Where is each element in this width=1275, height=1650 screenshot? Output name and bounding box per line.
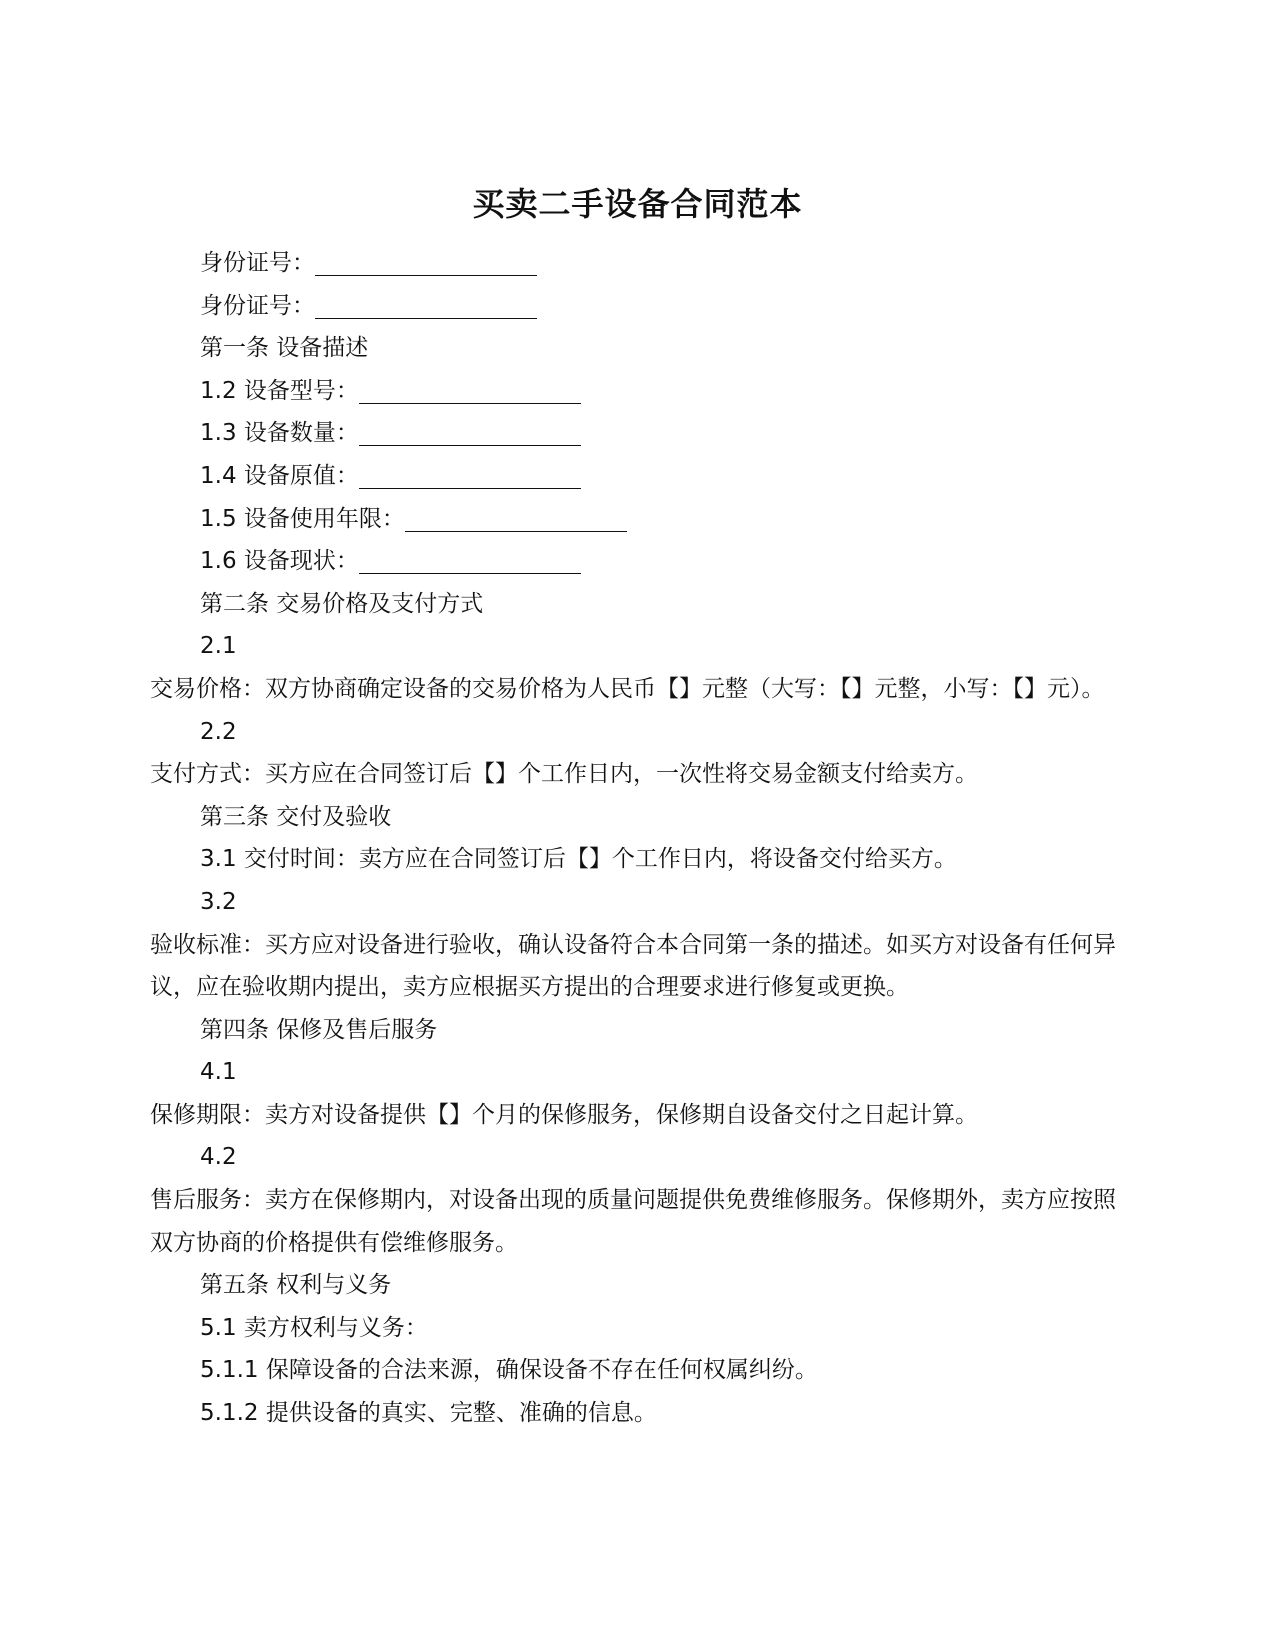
id-number-label: 身份证号： [200,292,315,319]
article-3-heading: 第三条 交付及验收 [200,803,392,830]
fill-in-blank[interactable] [405,505,627,532]
item-1-4-label: 1.4 设备原值： [200,462,359,489]
article-2-heading: 第二条 交易价格及支付方式 [200,590,484,617]
fill-in-blank[interactable] [315,249,537,276]
item-1-2-line [150,370,1130,413]
item-2-1-text: 交易价格：双方协商确定设备的交易价格为人民币【】元整（大写：【】元整，小写：【】元）。 [150,675,1105,702]
item-3-2-number: 3.2 [200,888,237,915]
item-1-6-line [150,540,1130,583]
fill-in-blank[interactable] [359,547,581,574]
fill-in-blank[interactable] [359,462,581,489]
fill-in-blank[interactable] [315,292,537,319]
item-4-1-text: 保修期限：卖方对设备提供【】个月的保修服务，保修期自设备交付之日起计算。 [150,1101,978,1128]
id-number-line-2 [150,285,1130,328]
document-title: 买卖二手设备合同范本 [472,185,803,223]
item-1-4-line [150,455,1130,498]
item-1-3-line [150,412,1130,455]
fill-in-blank[interactable] [359,419,581,446]
item-1-6-label: 1.6 设备现状： [200,548,359,575]
item-2-2-text: 支付方式：买方应在合同签订后【】个工作日内，一次性将交易金额支付给卖方。 [150,761,978,788]
item-3-1: 3.1 交付时间：卖方应在合同签订后【】个工作日内，将设备交付给买方。 [200,846,957,873]
article-4-heading: 第四条 保修及售后服务 [200,1016,438,1043]
item-1-5-label: 1.5 设备使用年限： [200,505,405,532]
item-1-3-label: 1.3 设备数量： [200,420,359,447]
item-5-1-1: 5.1.1 保障设备的合法来源，确保设备不存在任何权属纠纷。 [200,1357,818,1384]
item-4-2-text: 售后服务：卖方在保修期内，对设备出现的质量问题提供免费维修服务。保修期外，卖方应按照双方协商的价格提供有偿维修服务。 [150,1187,1116,1256]
id-number-line-1 [150,242,1130,285]
item-1-5-line [150,498,1130,541]
item-2-1-number: 2.1 [200,633,237,660]
item-5-1: 5.1 卖方权利与义务： [200,1314,428,1341]
document-body [150,242,1130,1435]
item-2-2-number: 2.2 [200,718,237,745]
item-1-2-label: 1.2 设备型号： [200,377,359,404]
item-3-2-text: 验收标准：买方应对设备进行验收，确认设备符合本合同第一条的描述。如买方对设备有任何异议，应在验收期内提出，卖方应根据买方提出的合理要求进行修复或更换。 [150,931,1116,1001]
article-1-heading: 第一条 设备描述 [200,335,369,362]
id-number-label: 身份证号： [200,250,315,276]
item-5-1-2: 5.1.2 提供设备的真实、完整、准确的信息。 [200,1400,657,1427]
item-4-1-number: 4.1 [200,1059,237,1086]
fill-in-blank[interactable] [359,377,581,404]
item-4-2-number: 4.2 [200,1144,237,1171]
article-5-heading: 第五条 权利与义务 [200,1272,392,1299]
